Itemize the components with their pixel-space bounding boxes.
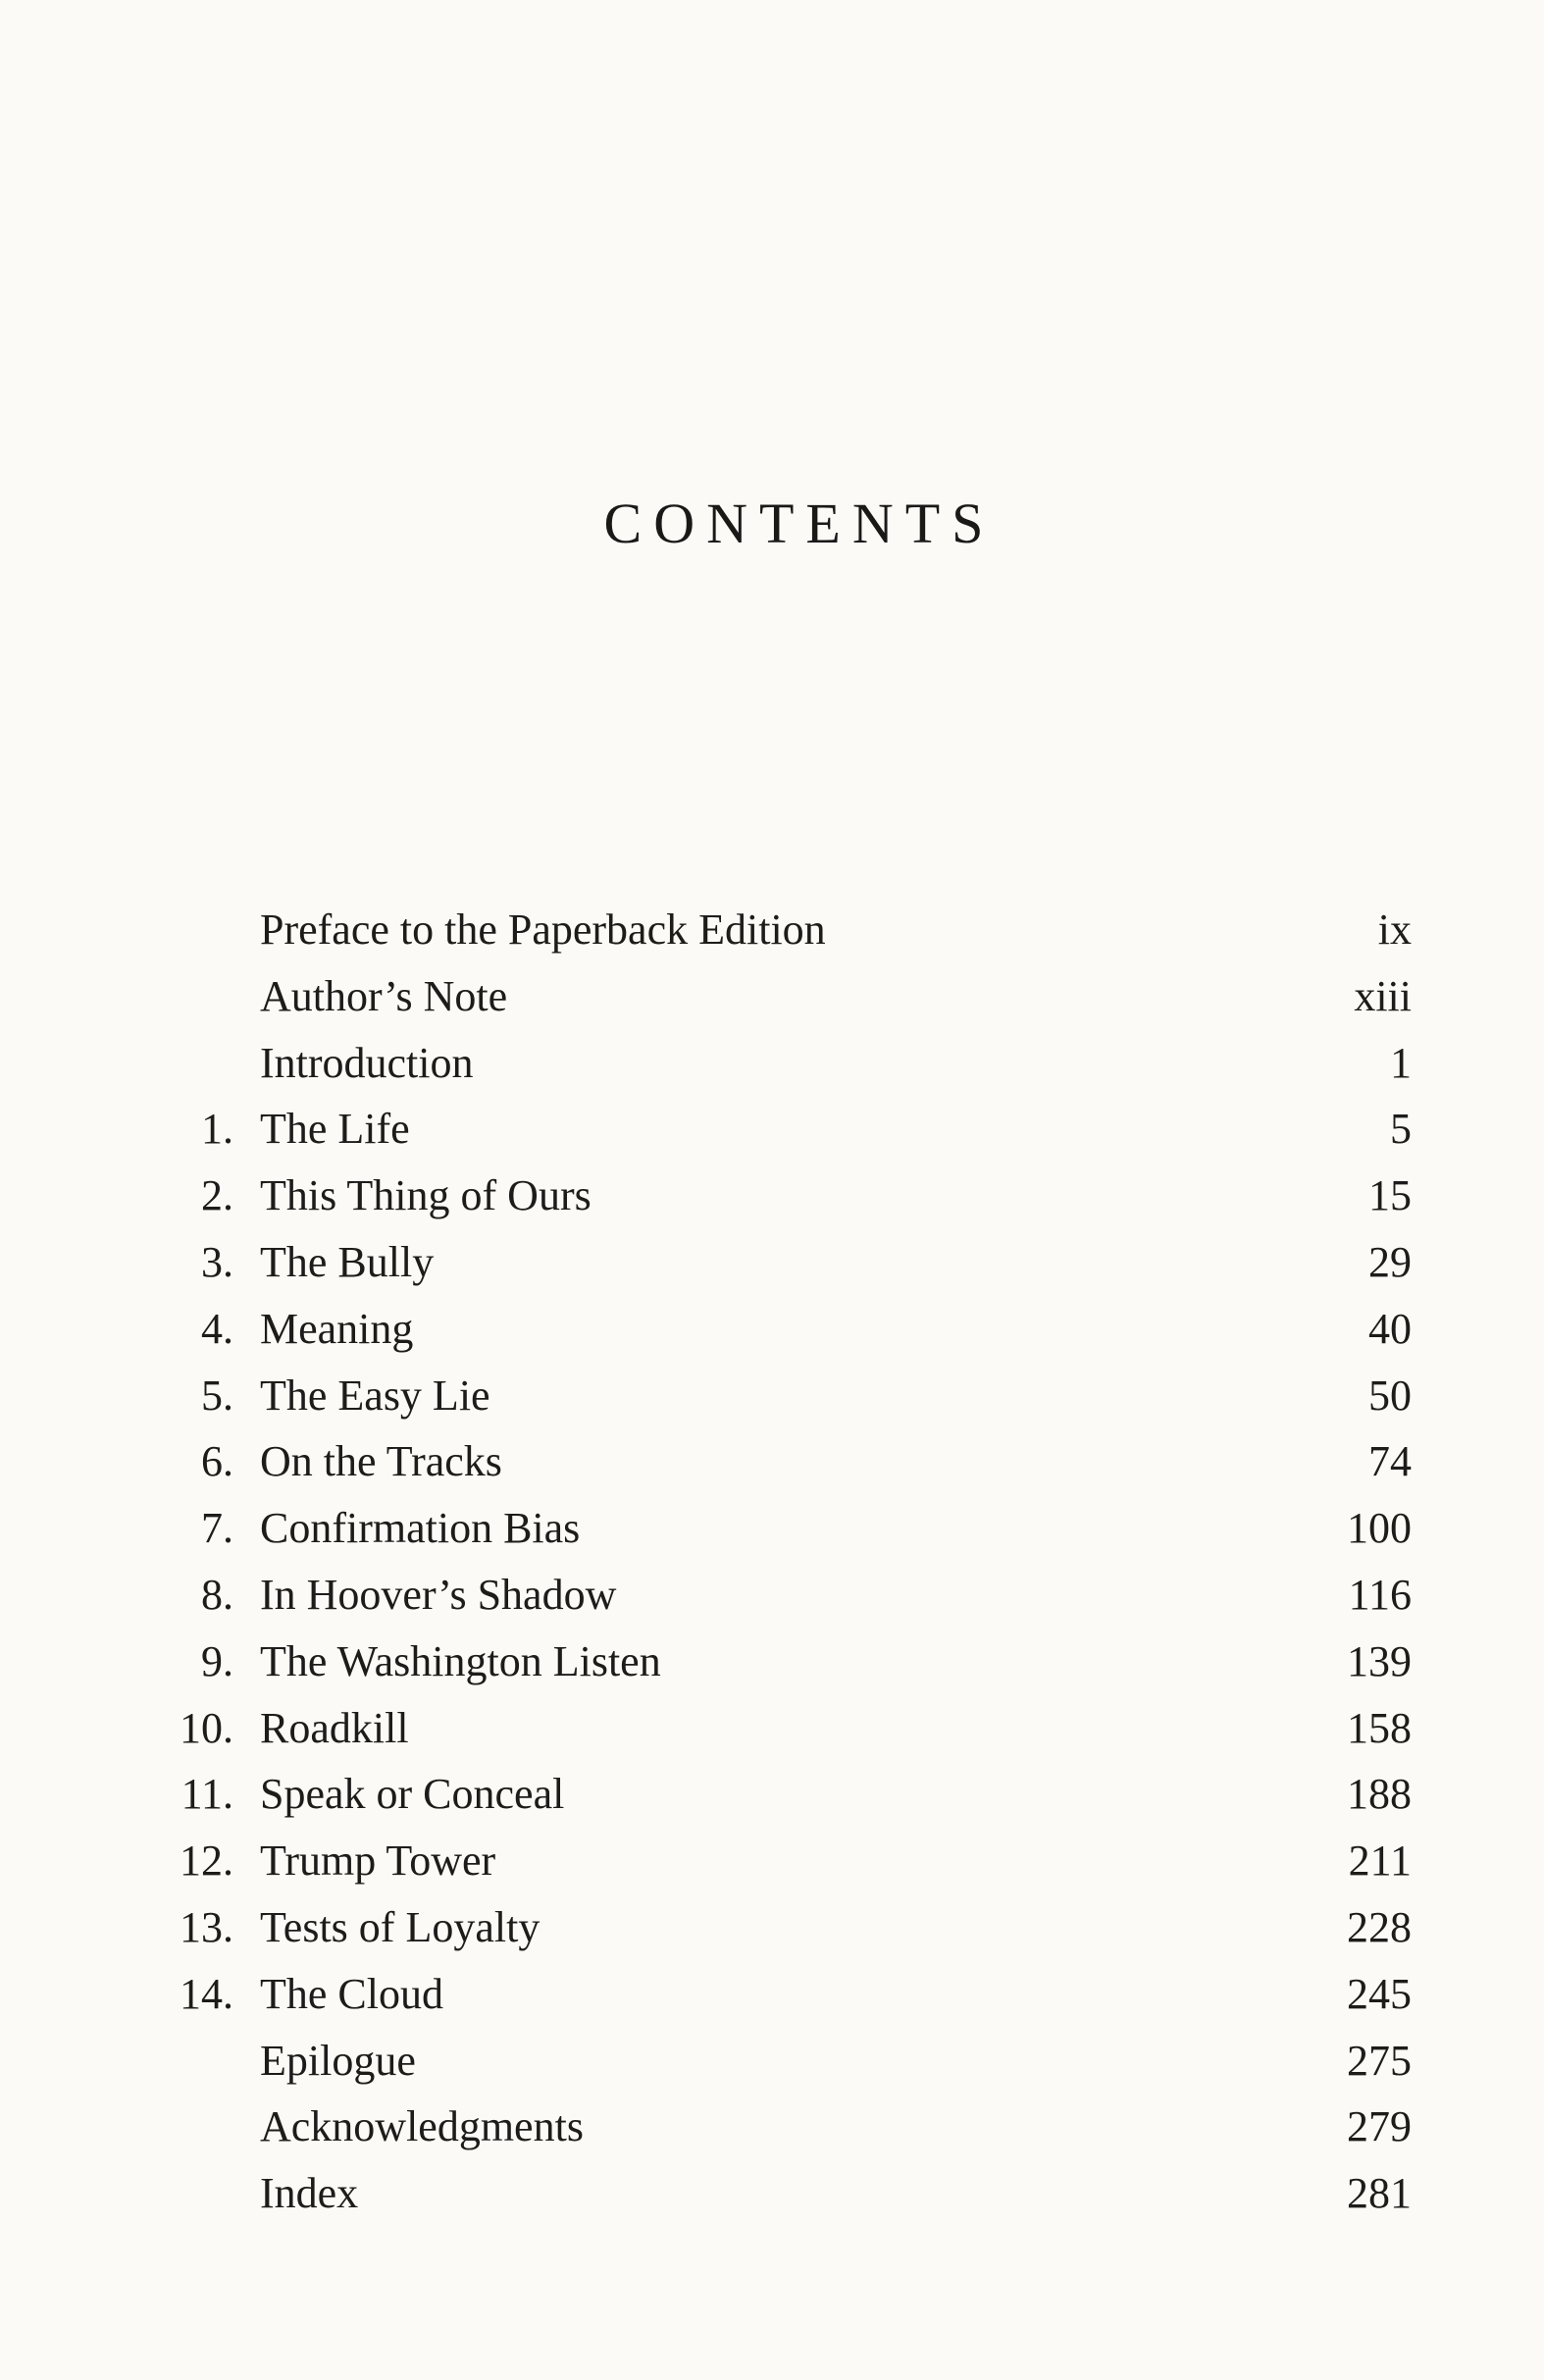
chapter-number: 5. <box>201 1371 233 1420</box>
page-number: 74 <box>1368 1437 1412 1486</box>
toc-entry <box>0 2028 1544 2095</box>
chapter-number: 14. <box>180 1969 233 2018</box>
entry-title: Index <box>260 2169 359 2218</box>
toc-entry <box>0 1096 1544 1163</box>
entry-title: In Hoover’s Shadow <box>260 1570 617 1619</box>
entry-title: Roadkill <box>260 1703 409 1752</box>
page-number: 29 <box>1368 1237 1412 1286</box>
chapter-number: 9. <box>201 1636 233 1685</box>
page-number: 100 <box>1347 1504 1412 1553</box>
entry-title: This Thing of Ours <box>260 1171 592 1220</box>
toc-entry <box>0 2160 1544 2227</box>
page-number: 40 <box>1368 1304 1412 1353</box>
chapter-number: 2. <box>201 1171 233 1220</box>
page-number: ix <box>1377 905 1412 954</box>
chapter-number: 13. <box>180 1902 233 1951</box>
toc-entry <box>0 1761 1544 1828</box>
chapter-number: 8. <box>201 1570 233 1619</box>
page-number: 116 <box>1348 1570 1412 1619</box>
page-number: 50 <box>1368 1371 1412 1420</box>
entry-title: Preface to the Paperback Edition <box>260 905 826 954</box>
entry-title: Confirmation Bias <box>260 1504 581 1553</box>
chapter-number: 11. <box>180 1770 233 1819</box>
entry-title: Speak or Conceal <box>260 1770 565 1819</box>
toc-entry <box>0 1495 1544 1562</box>
page-number: 228 <box>1347 1902 1412 1951</box>
page-number: 158 <box>1347 1703 1412 1752</box>
chapter-number: 1. <box>201 1105 233 1154</box>
entry-title: Author’s Note <box>260 971 508 1020</box>
entry-title: The Cloud <box>260 1969 443 2018</box>
toc-entry <box>0 2094 1544 2160</box>
toc-entry <box>0 963 1544 1030</box>
page-number: 5 <box>1390 1105 1412 1154</box>
page-number: 281 <box>1347 2169 1412 2218</box>
page-number: 1 <box>1390 1038 1412 1087</box>
page-number: 279 <box>1347 2102 1412 2151</box>
toc-entry <box>0 1428 1544 1495</box>
entry-title: Trump Tower <box>260 1837 496 1886</box>
entry-title: On the Tracks <box>260 1437 502 1486</box>
entry-title: Acknowledgments <box>260 2102 584 2151</box>
toc-entry <box>0 1695 1544 1762</box>
toc-entry <box>0 1030 1544 1097</box>
entry-title: The Bully <box>260 1237 435 1286</box>
entry-title: The Washington Listen <box>260 1636 661 1685</box>
page-number: xiii <box>1354 971 1412 1020</box>
page-number: 245 <box>1347 1969 1412 2018</box>
toc-entry <box>0 1229 1544 1296</box>
chapter-number: 3. <box>201 1237 233 1286</box>
table-of-contents <box>0 897 1544 2227</box>
page-title: CONTENTS <box>603 492 996 555</box>
entry-title: Epilogue <box>260 2036 416 2085</box>
entry-title: The Easy Lie <box>260 1371 490 1420</box>
page-number: 211 <box>1348 1837 1412 1886</box>
chapter-number: 4. <box>201 1304 233 1353</box>
entry-title: Tests of Loyalty <box>260 1902 540 1951</box>
toc-entry <box>0 1163 1544 1229</box>
toc-entry <box>0 1828 1544 1894</box>
entry-title: Meaning <box>260 1304 414 1353</box>
page-number: 188 <box>1347 1770 1412 1819</box>
page-number: 15 <box>1368 1171 1412 1220</box>
toc-entry <box>0 1296 1544 1363</box>
toc-entry <box>0 1629 1544 1695</box>
chapter-number: 12. <box>180 1837 233 1886</box>
entry-title: The Life <box>260 1105 410 1154</box>
page-number: 275 <box>1347 2036 1412 2085</box>
chapter-number: 7. <box>201 1504 233 1553</box>
toc-entry <box>0 1363 1544 1429</box>
toc-entry <box>0 1961 1544 2028</box>
toc-entry <box>0 1562 1544 1629</box>
chapter-number: 6. <box>201 1437 233 1486</box>
entry-title: Introduction <box>260 1038 474 1087</box>
toc-entry <box>0 1894 1544 1961</box>
page-number: 139 <box>1347 1636 1412 1685</box>
toc-entry <box>0 897 1544 963</box>
chapter-number: 10. <box>180 1703 233 1752</box>
